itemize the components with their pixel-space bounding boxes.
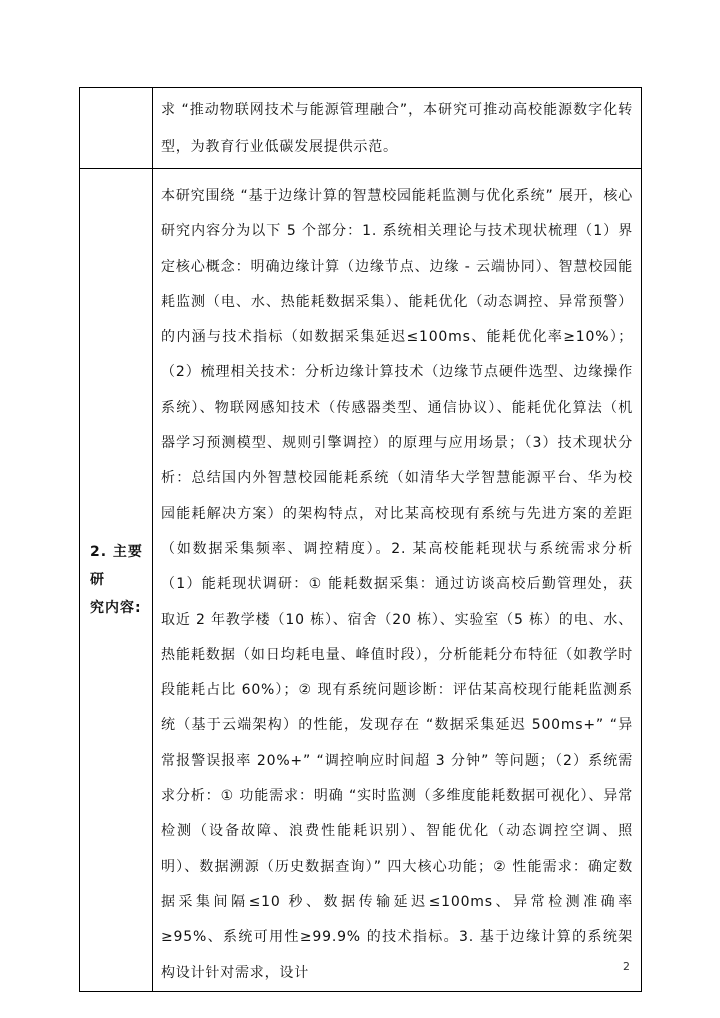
row-text-cell — [153, 88, 642, 169]
table-row — [80, 88, 642, 169]
section-label: 2. 主要研 究内容: — [90, 543, 143, 616]
content-table — [79, 87, 642, 992]
row-text-cell — [153, 169, 642, 992]
main-research-content-text: 本研究围绕 “基于边缘计算的智慧校园能耗监测与优化系统” 展开，核心研究内容分为以下 5 个部分：1. 系统相关理论与技术现状梳理（1）界定核心概念：明确边缘计算（边缘节点、边缘 - 云端协同）、智慧校园能耗监测（电、水、热能耗数据采集）、能耗优化（动态调控、异常预警）的内涵与技术指标（如数据采集延迟≤100ms、能耗优化率≥10%）；（2）梳理相关技术：分析边缘计算技术（边缘节点硬件选型、边缘操作系统）、物联网感知技术（传感器类型、通信协议）、能耗优化算法（机器学习预测模型、规则引擎调控）的原理与应用场景；（3）技术现状分析：总结国内外智慧校园能耗系统（如清华大学智慧能源平台、华为校园能耗解决方案）的架构特点，对比某高校现有系统与先进方案的差距（如数据采集频率、调控精度）。2. 某高校能耗现状与系统需求分析（1）能耗现状调研：① 能耗数据采集：通过访谈高校后勤管理处，获取近 2 年教学楼（10 栋）、宿舍（20 栋）、实验室（5 栋）的电、水、热能耗数据（如日均耗电量、峰值时段），分析能耗分布特征（如教学时段能耗占比 60%）；② 现有系统问题诊断：评估某高校现行能耗监测系统（基于云端架构）的性能，发现存在 “数据采集延迟 500ms+” “异常报警误报率 20%+” “调控响应时间超 3 分钟” 等问题；（2）系统需求分析：① 功能需求：明确 “实时监测（多维度能耗数据可视化）、异常检测（设备故障、浪费性能耗识别）、智能优化（动态调控空调、照明）、数据溯源（历史数据查询）” 四大核心功能；② 性能需求：确定数据采集间隔≤10 秒、数据传输延迟≤100ms、异常检测准确率≥95%、系统可用性≥99.9% 的技术指标。3. 基于边缘计算的系统架构设计针对需求，设计 — [161, 188, 633, 981]
row-label-cell — [80, 169, 153, 992]
row-label-cell — [80, 88, 153, 169]
page-number: 2 — [623, 960, 630, 973]
table-row — [80, 169, 642, 992]
paragraph-text: 求 “推动物联网技术与能源管理融合”，本研究可推动高校能源数字化转型，为教育行业低碳发展提供示范。 — [161, 102, 633, 155]
